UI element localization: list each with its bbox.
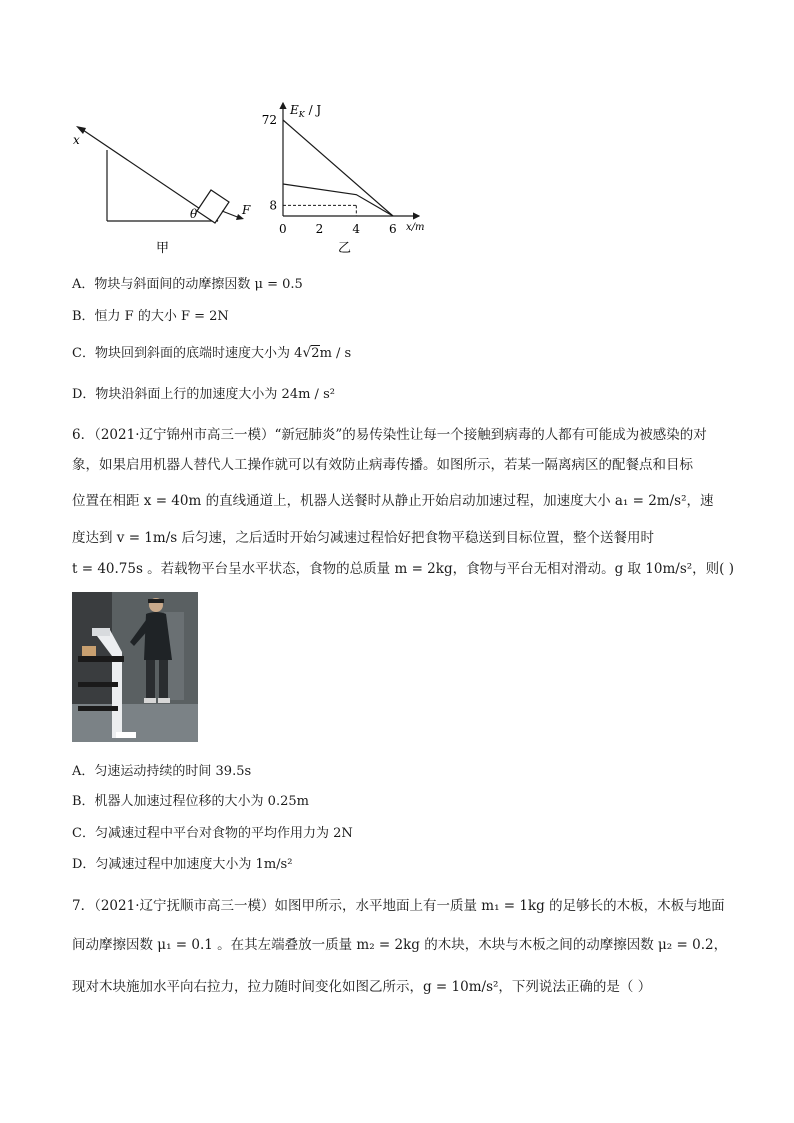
x-axis-label: x bbox=[73, 133, 80, 147]
q5-option-d: D．物块沿斜面上行的加速度大小为 24m / s² bbox=[72, 387, 335, 402]
series-line-upward bbox=[283, 120, 393, 216]
q6-stem-line-1: 6．（2021·辽宁锦州市高三一模）“新冠肺炎”的易传染性让每一个接触到病毒的人都有可能成为被感染的对 bbox=[72, 427, 707, 443]
q7-stem-line-1: 7．（2021·辽宁抚顺市高三一模）如图甲所示，水平地面上有一质量 m₁ = 1kg 的足够长的木板，木板与地面 bbox=[72, 898, 725, 914]
x-tick-label: 4 bbox=[352, 222, 360, 236]
q6-stem-line-5: t = 40.75s 。若载物平台呈水平状态，食物的总质量 m = 2kg，食物与平台无相对滑动。g 取 10m/s²，则( ) bbox=[72, 561, 734, 577]
x-tick-label: 0 bbox=[279, 222, 287, 236]
q7-stem-line-2: 间动摩擦因数 μ₁ = 0.1 。在其左端叠放一质量 m₂ = 2kg 的木块，木块与木板之间的动摩擦因数 μ₂ = 0.2， bbox=[72, 937, 728, 953]
robot-photo bbox=[72, 592, 198, 742]
q6-option-c: C．匀减速过程中平台对食物的平均作用力为 2N bbox=[72, 826, 353, 841]
q5-option-c-prefix: C．物块回到斜面的底端时速度大小为 4 bbox=[72, 346, 303, 361]
q6-stem-line-4: 度达到 v = 1m/s 后匀速，之后适时开始匀减速过程恰好把食物平稳送到目标位置，整个送餐用时 bbox=[72, 530, 654, 546]
y-tick-label: 72 bbox=[261, 113, 277, 127]
q5-option-b: B．恒力 F 的大小 F = 2N bbox=[72, 309, 229, 324]
figure-yi-chart bbox=[256, 98, 436, 258]
q6-option-a: A．匀速运动持续的时间 39.5s bbox=[72, 764, 252, 779]
x-axis-label: x/m bbox=[406, 222, 425, 233]
sqrt-sign: √ bbox=[302, 345, 312, 361]
q6-stem-line-2: 象，如果启用机器人替代人工操作就可以有效防止病毒传播。如图所示，若某一隔离病区的配餐点和目标 bbox=[72, 457, 693, 473]
x-tick-label: 6 bbox=[389, 222, 397, 236]
q5-option-c-suffix: m / s bbox=[319, 346, 352, 361]
figure-jia bbox=[66, 118, 266, 258]
q7-stem-line-3: 现对木块施加水平向右拉力，拉力随时间变化如图乙所示，g = 10m/s²，下列说法正确的是（ ） bbox=[72, 979, 652, 995]
incline-slope bbox=[80, 128, 218, 221]
q5-option-c bbox=[72, 342, 351, 361]
q5-option-c-radicand: 2 bbox=[311, 346, 320, 361]
series-line-downward bbox=[283, 184, 393, 216]
figure-caption-yi: 乙 bbox=[338, 241, 352, 256]
q6-stem-line-3: 位置在相距 x = 40m 的直线通道上，机器人送餐时从静止开始启动加速过程，加速度大小 a₁ = 2m/s²，速 bbox=[72, 493, 714, 509]
block bbox=[197, 190, 229, 223]
y-axis-label: $E_K$ / J bbox=[290, 103, 322, 119]
theta-label: θ bbox=[190, 207, 198, 221]
q6-option-b: B．机器人加速过程位移的大小为 0.25m bbox=[72, 794, 309, 809]
figure-caption-jia: 甲 bbox=[156, 241, 170, 256]
force-label: F bbox=[242, 203, 251, 217]
q6-option-d: D．匀减速过程中加速度大小为 1m/s² bbox=[72, 857, 293, 872]
x-tick-label: 2 bbox=[315, 222, 324, 236]
q5-option-a: A．物块与斜面间的动摩擦因数 μ = 0.5 bbox=[72, 277, 303, 292]
y-tick-label: 8 bbox=[269, 198, 277, 213]
